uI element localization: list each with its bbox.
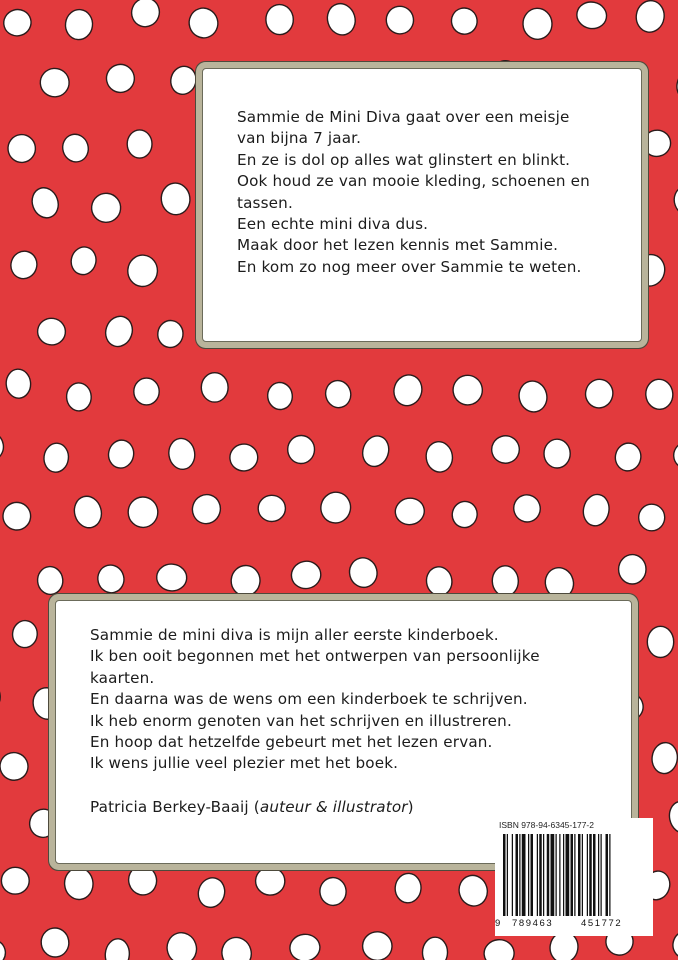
barcode-bar	[606, 834, 609, 916]
polka-dot	[230, 564, 261, 597]
polka-dot	[318, 489, 354, 526]
barcode-digit: 9	[495, 918, 502, 929]
author-note-line: En daarna was de wens om een kinderboek te schrijven.	[90, 690, 528, 709]
barcode-bar	[528, 834, 529, 916]
polka-dot	[634, 0, 666, 34]
polka-dot	[36, 565, 64, 595]
description-line: Ook houd ze van mooie kleding, schoenen en	[237, 172, 590, 191]
barcode-bar	[582, 834, 583, 916]
polka-dot	[641, 128, 673, 159]
barcode-bar	[587, 834, 588, 916]
polka-dot	[106, 438, 136, 470]
polka-dot	[127, 130, 152, 158]
polka-dot	[492, 565, 519, 596]
polka-dot	[90, 192, 122, 224]
author-name: Patricia Berkey-Baaij	[90, 797, 249, 816]
polka-dot	[362, 931, 393, 960]
polka-dot	[63, 867, 94, 901]
polka-dot	[384, 4, 415, 36]
isbn-barcode	[495, 818, 653, 936]
author-role: auteur & illustrator	[259, 797, 408, 816]
polka-dot	[189, 491, 224, 527]
polka-dot	[159, 181, 191, 216]
polka-dot	[95, 562, 127, 596]
barcode-bar	[609, 834, 610, 916]
polka-dot	[0, 6, 34, 39]
polka-dot	[168, 63, 199, 97]
barcode-bar	[547, 834, 550, 916]
polka-dot	[0, 430, 6, 463]
polka-dot	[156, 319, 185, 349]
description-line: Maak door het lezen kennis met Sammie.	[237, 236, 559, 255]
polka-dot	[455, 872, 490, 909]
polka-dot	[645, 378, 675, 410]
barcode-bar	[512, 834, 513, 916]
barcode-bar	[503, 834, 506, 916]
polka-dot	[66, 382, 92, 411]
barcode-bar	[556, 834, 557, 916]
polka-dot	[516, 378, 550, 415]
barcode-bar	[593, 834, 596, 916]
polka-dot	[167, 437, 197, 472]
polka-dot	[42, 442, 70, 474]
barcode-bar	[539, 834, 542, 916]
polka-dot	[359, 432, 393, 470]
barcode-bar	[571, 834, 574, 916]
barcode-bar	[519, 834, 520, 916]
polka-dot	[156, 563, 188, 592]
polka-dot	[449, 499, 479, 530]
author-role-close: )	[407, 797, 414, 816]
author-role-open: (	[248, 797, 260, 816]
polka-dot	[128, 0, 164, 31]
author-note-line: Ik wens jullie veel plezier met het boek.	[90, 754, 399, 773]
polka-dot	[265, 4, 293, 35]
polka-dot	[670, 182, 678, 219]
barcode-bar	[566, 834, 570, 916]
barcode-icon	[503, 834, 649, 920]
author-note-line: En hoop dat hetzelfde gebeurt met het lezen ervan.	[90, 733, 493, 752]
barcode-digits-right: 451772	[581, 918, 623, 929]
description-line: Sammie de Mini Diva gaat over een meisje	[237, 108, 570, 126]
polka-dot	[128, 496, 159, 527]
polka-dot	[613, 441, 643, 473]
polka-dot	[390, 371, 426, 409]
polka-dot	[394, 872, 422, 904]
author-note-text	[90, 625, 620, 818]
polka-dot	[488, 432, 522, 466]
polka-dot	[0, 749, 32, 784]
polka-dot	[11, 619, 38, 648]
polka-dot	[424, 440, 454, 474]
polka-dot	[287, 435, 315, 464]
isbn-label: ISBN 978-94-6345-177-2	[499, 820, 594, 830]
polka-dot	[6, 133, 37, 164]
polka-dot	[510, 491, 544, 525]
barcode-digits-left: 789463	[512, 918, 554, 929]
polka-dot	[544, 439, 571, 468]
polka-dot	[5, 368, 31, 399]
polka-dot	[323, 378, 354, 411]
polka-dot	[59, 131, 91, 165]
polka-dot	[667, 799, 678, 835]
polka-dot	[201, 373, 228, 402]
barcode-bar	[537, 834, 538, 916]
description-line: tassen.	[237, 193, 293, 212]
polka-dot	[255, 866, 286, 896]
barcode-bar	[563, 834, 564, 916]
author-credit	[90, 797, 620, 818]
polka-dot	[575, 0, 609, 31]
polka-dot	[393, 496, 426, 527]
polka-dot	[319, 877, 347, 906]
description-panel	[202, 68, 642, 342]
polka-dot	[580, 492, 611, 528]
polka-dot	[218, 934, 255, 960]
barcode-bar	[601, 834, 602, 916]
description-text	[237, 107, 627, 278]
barcode-bar	[559, 834, 560, 916]
polka-dot	[647, 626, 673, 657]
description-line: En kom zo nog meer over Sammie te weten.	[237, 257, 582, 276]
polka-dot	[346, 555, 380, 591]
polka-dot	[28, 184, 62, 221]
polka-dot	[483, 938, 515, 960]
polka-dot	[324, 0, 359, 38]
description-line: Een echte mini diva dus.	[237, 215, 429, 234]
polka-dot	[0, 681, 1, 713]
polka-dot	[638, 504, 664, 531]
polka-dot	[422, 937, 448, 960]
polka-dot	[134, 378, 159, 405]
barcode-bar	[543, 834, 544, 916]
polka-dot	[650, 741, 678, 775]
polka-dot	[673, 441, 678, 470]
polka-dot	[7, 248, 40, 282]
polka-dot	[228, 442, 259, 472]
polka-dot	[451, 373, 484, 407]
polka-dot	[163, 929, 200, 960]
polka-dot	[258, 495, 287, 523]
description-line: En ze is dol op alles wat glinstert en blinkt.	[237, 150, 571, 169]
polka-dot	[674, 68, 678, 104]
polka-dot	[1, 867, 29, 894]
polka-dot	[126, 254, 158, 288]
polka-dot	[542, 564, 577, 601]
barcode-bar	[578, 834, 581, 916]
polka-dot	[289, 933, 322, 960]
barcode-bar	[574, 834, 575, 916]
polka-dot	[1, 501, 32, 532]
author-note-line: kaarten.	[90, 668, 155, 687]
author-note-line: Ik ben ooit begonnen met het ontwerpen van persoonlijke	[90, 647, 540, 666]
polka-dot	[104, 62, 137, 96]
description-line: van bijna 7 jaar.	[237, 129, 362, 148]
barcode-bar	[507, 834, 508, 916]
barcode-bar	[589, 834, 592, 916]
polka-dot	[583, 377, 616, 411]
polka-dot	[185, 5, 221, 42]
polka-dot	[195, 875, 229, 911]
polka-dot	[425, 565, 454, 597]
polka-dot	[64, 8, 94, 41]
barcode-bar	[522, 834, 526, 916]
barcode-bar	[516, 834, 519, 916]
polka-dot	[104, 938, 131, 960]
polka-dot	[522, 8, 553, 40]
polka-dot	[266, 381, 294, 411]
polka-dot	[36, 316, 68, 347]
author-note-line: Ik heb enorm genoten van het schrijven en illustreren.	[90, 711, 512, 730]
polka-dot	[39, 926, 71, 959]
barcode-bar	[531, 834, 534, 916]
polka-dot	[68, 244, 99, 277]
barcode-bar	[551, 834, 555, 916]
polka-dot	[0, 936, 9, 960]
barcode-bar	[598, 834, 599, 916]
polka-dot	[39, 67, 70, 97]
polka-dot	[71, 493, 105, 531]
author-note-line: Sammie de mini diva is mijn aller eerste kinderboek.	[90, 626, 499, 644]
polka-dot	[289, 559, 323, 591]
polka-dot	[670, 929, 678, 960]
polka-dot	[618, 554, 646, 584]
polka-dot	[125, 862, 160, 898]
polka-dot	[102, 313, 137, 350]
polka-dot	[448, 5, 480, 37]
